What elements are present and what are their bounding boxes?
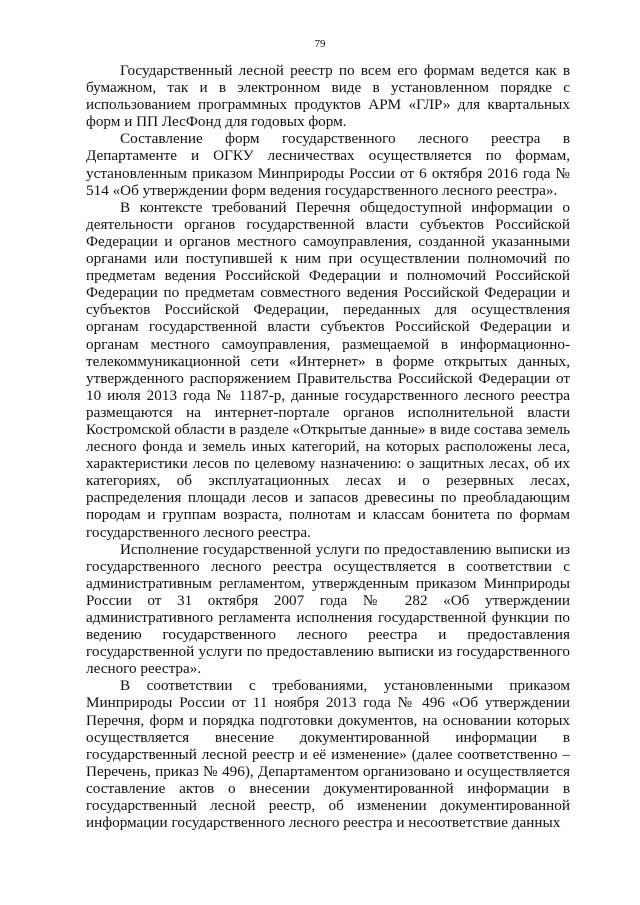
paragraph-1: Государственный лесной реестр по всем его формам ведется как в бумажном, так и в электронном виде в установленном порядке с использованием программных продуктов АРМ «ГЛР» для квартальных форм и ПП ЛесФонд для годовых форм.	[86, 62, 570, 131]
paragraph-3: В контексте требований Перечня общедоступной информации о деятельности органов государственной власти субъектов Российской Федерации и органов местного самоуправления, созданной указанными органами или поступившей к ним при осуществлении полномочий по предметам ведения Российской Федерации и полномочий Российской Федерации по предметам совместного ведения Российской Федерации и субъектов Российской Федерации, переданных для осуществления органам государственной власти субъектов Российской Федерации и органам местного самоуправления, размещаемой в информационно-телекоммуникационной сети «Интернет» в форме открытых данных, утвержденного распоряжением Правительства Российской Федерации от 10 июля 2013 года № 1187-р, данные государственного лесного реестра размещаются на интернет-портале органов исполнительной власти Костромской области в разделе «Открытые данные» в виде состава земель лесного фонда и земель иных категорий, на которых расположены леса, характеристики лесов по целевому назначению: о защитных лесах, об их категориях, об эксплуатационных лесах и о резервных лесах, распределения площади лесов и запасов древесины по преобладающим породам и группам возраста, полнотам и классам бонитета по формам государственного лесного реестра.	[86, 198, 570, 541]
page-number: 79	[314, 38, 326, 50]
document-body	[86, 62, 570, 831]
paragraph-4: Исполнение государственной услуги по предоставлению выписки из государственного лесного реестра осуществляется в соответствии с административным регламентом, утвержденным приказом Минприроды России от 31 октября 2007 года № 282 «Об утверждении административного регламента исполнения государственной функции по ведению государственного лесного реестра и предоставления государственной услуги по предоставлению выписки из государственного лесного реестра».	[86, 540, 570, 678]
paragraph-2: Составление форм государственного лесного реестра в Департаменте и ОГКУ лесничествах осуществляется по формам, установленным приказом Минприроды России от 6 октября 2016 года № 514 «Об утверждении форм ведения государственного лесного реестра».	[86, 130, 570, 199]
paragraph-5: В соответствии с требованиями, установленными приказом Минприроды России от 11 ноября 2013 года № 496 «Об утверждении Перечня, форм и порядка подготовки документов, на основании которых осуществляется внесение документированной информации в государственный лесной реестр и её изменение» (далее соответственно – Перечень, приказ № 496), Департаментом организовано и осуществляется составление актов о внесении документированной информации в государственный лесной реестр, об изменении документированной информации государственного лесного реестра и несоответствие данных	[86, 677, 570, 832]
